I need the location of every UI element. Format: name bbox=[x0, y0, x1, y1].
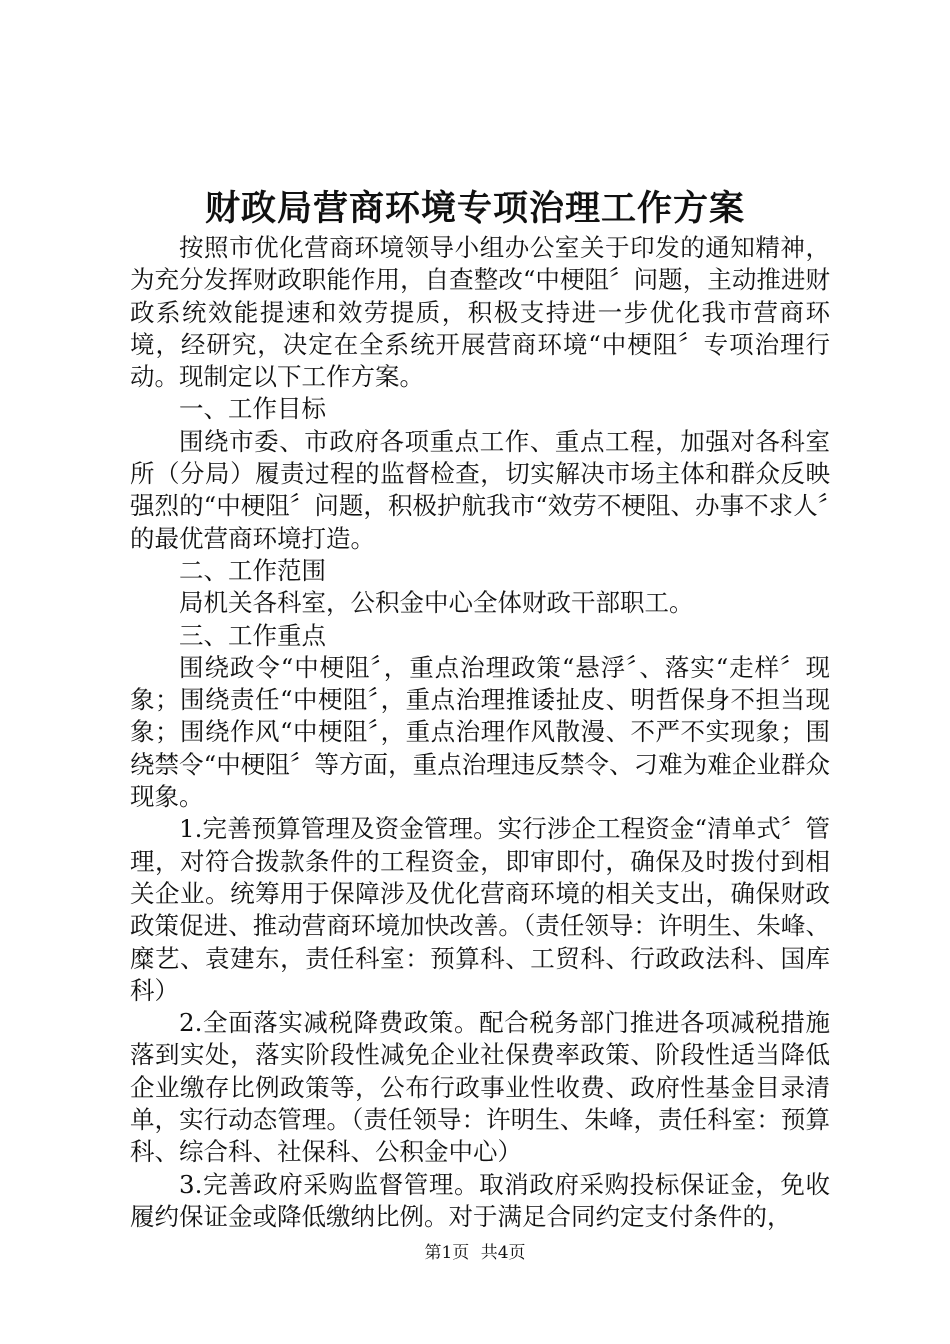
page-number: 第1页 bbox=[424, 1243, 470, 1263]
scope-paragraph: 局机关各科室，公积金中心全体财政干部职工。 bbox=[179, 588, 694, 618]
item-1-paragraph: 1.完善预算管理及资金管理。实行涉企工程资金“清单式〞管理，对符合拨款条件的工程资金，即审即付，确保及时拨付到相关企业。统筹用于保障涉及优化营商环境的相关支出，确保财政政策促进、推动营商环境加快改善。（责任领导：许明生、朱峰、糜艺、袁建东，责任科室：预算科、工贸科、行政政法科、国库科） bbox=[130, 814, 830, 1005]
section-heading-focus: 三、工作重点 bbox=[179, 620, 326, 650]
page-footer bbox=[0, 1241, 950, 1265]
goal-paragraph: 围绕市委、市政府各项重点工作、重点工程，加强对各科室所（分局）履责过程的监督检查，切实解决市场主体和群众反映强烈的“中梗阻〞问题，积极护航我市“效劳不梗阻、办事不求人〞的最优营商环境打造。 bbox=[130, 426, 830, 553]
document-title: 财政局营商环境专项治理工作方案 bbox=[204, 188, 745, 229]
page-total: 共4页 bbox=[480, 1243, 526, 1263]
section-heading-goal: 一、工作目标 bbox=[179, 394, 326, 424]
section-heading-scope: 二、工作范围 bbox=[179, 555, 326, 585]
intro-paragraph: 按照市优化营商环境领导小组办公室关于印发的通知精神，为充分发挥财政职能作用，自查整改“中梗阻〞问题，主动推进财政系统效能提速和效劳提质，积极支持进一步优化我市营商环境，经研究，决定在全系统开展营商环境“中梗阻〞专项治理行动。现制定以下工作方案。 bbox=[130, 233, 830, 392]
focus-paragraph: 围绕政令“中梗阻〞，重点治理政策“悬浮〞、落实“走样〞现象；围绕责任“中梗阻〞，重点治理推诿扯皮、明哲保身不担当现象；围绕作风“中梗阻〞，重点治理作风散漫、不严不实现象；围绕禁令“中梗阻〞等方面，重点治理违反禁令、刁难为难企业群众现象。 bbox=[130, 652, 830, 812]
item-3-paragraph: 3.完善政府采购监督管理。取消政府采购投标保证金，免收履约保证金或降低缴纳比例。对于满足合同约定支付条件的， bbox=[130, 1169, 830, 1231]
document-body bbox=[130, 232, 830, 1233]
item-2-paragraph: 2.全面落实减税降费政策。配合税务部门推进各项减税措施落到实处，落实阶段性减免企业社保费率政策、阶段性适当降低企业缴存比例政策等，公布行政事业性收费、政府性基金目录清单，实行动态管理。（责任领导：许明生、朱峰，责任科室：预算科、综合科、社保科、公积金中心） bbox=[130, 1008, 830, 1167]
